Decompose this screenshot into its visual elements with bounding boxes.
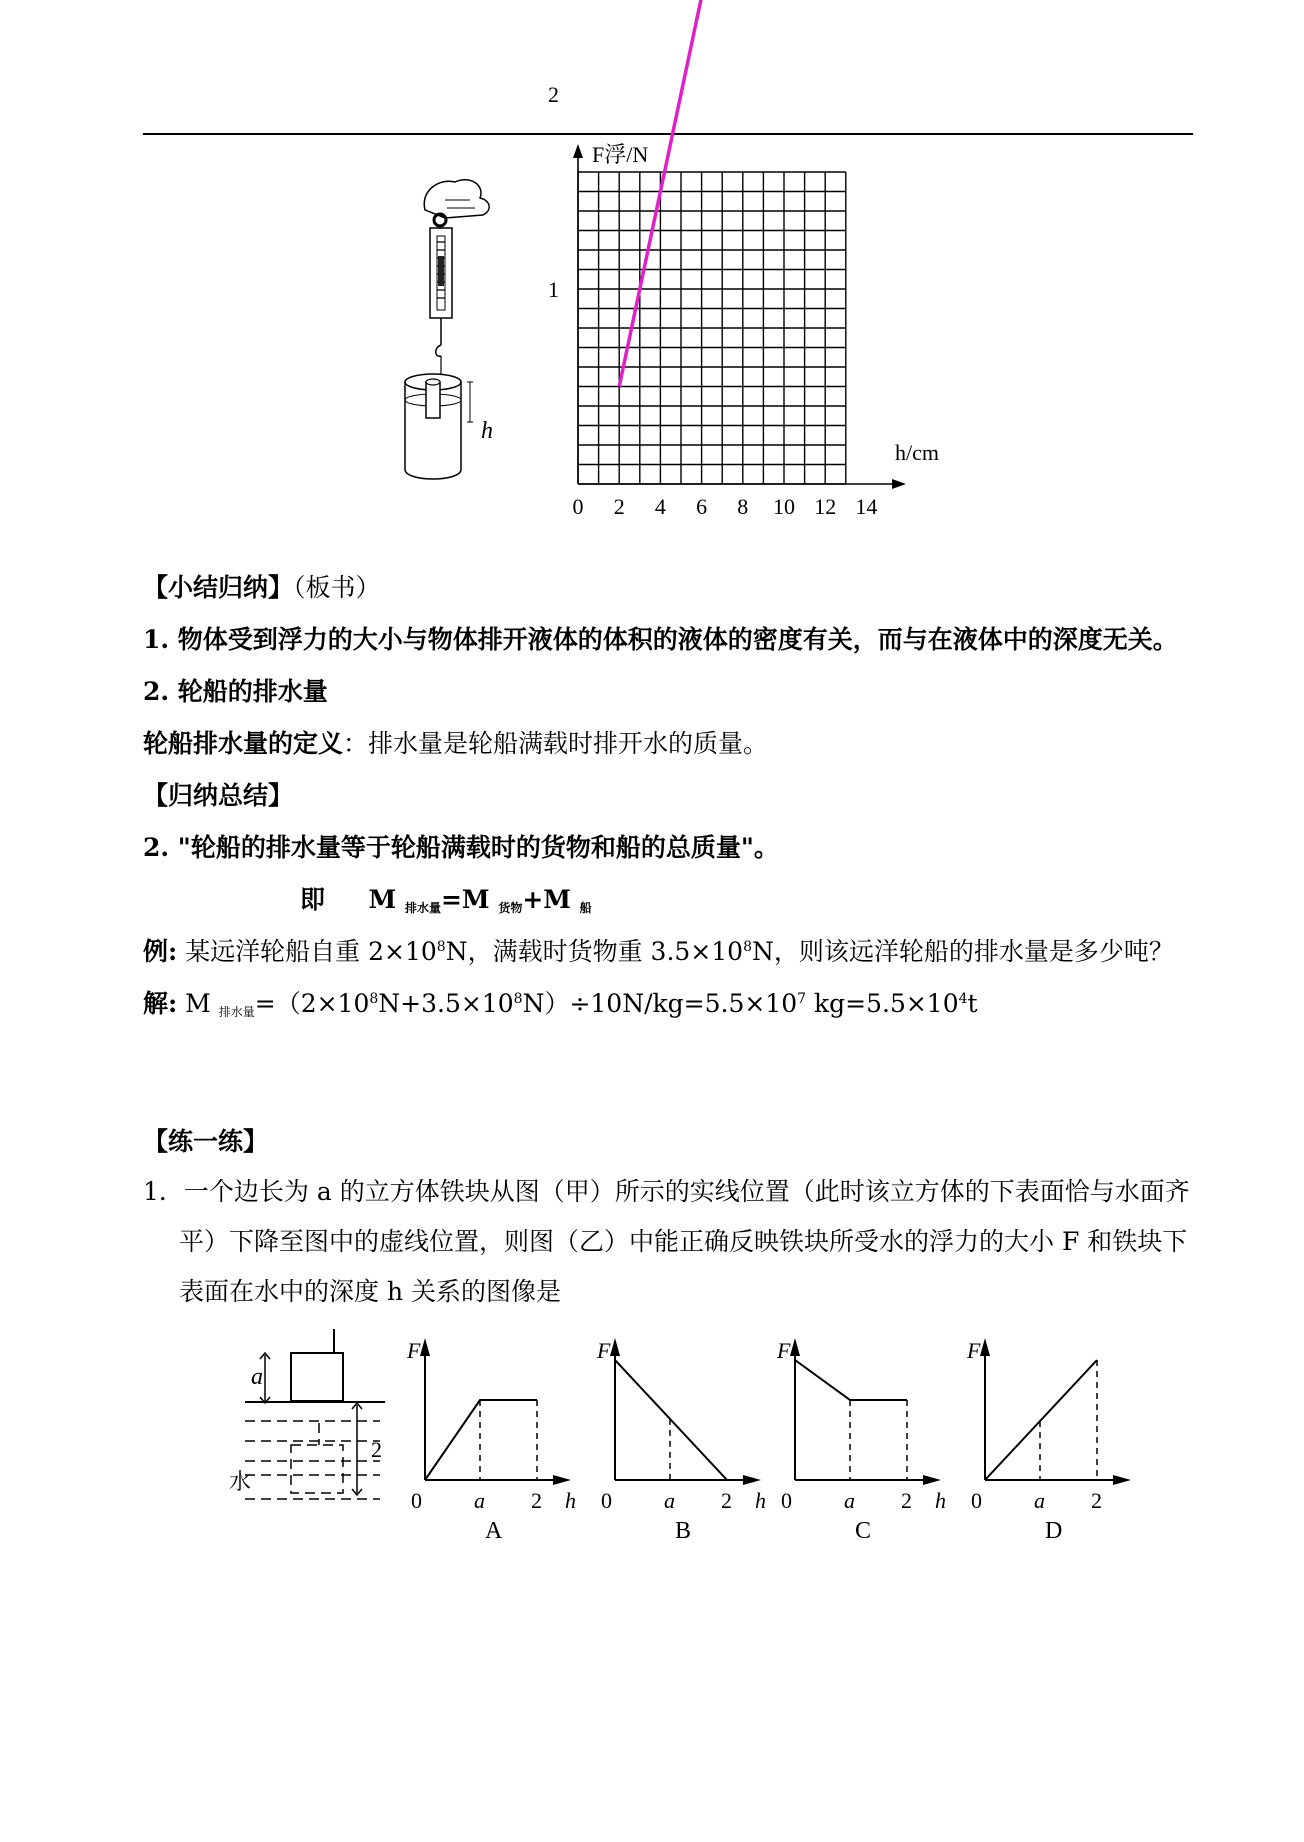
definition-label: 轮船排水量的定义: [143, 729, 344, 758]
solution-e3: 7: [797, 991, 807, 1007]
water-label: 水: [229, 1469, 252, 1494]
option-curve: [795, 1360, 907, 1400]
solution-t4: kg=5.5×10: [806, 989, 959, 1018]
hand-icon: [424, 180, 489, 218]
graph-x-tick-label: 8: [737, 494, 749, 519]
option-a-tick: a: [844, 1488, 855, 1513]
option-x-arrow: [1113, 1475, 1131, 1485]
option-origin-label: 0: [971, 1488, 982, 1513]
graph-y-tick-label: 2: [548, 82, 559, 107]
example-text-c: N，则该远洋轮船的排水量是多少吨？: [751, 937, 1174, 966]
option-x-arrow: [743, 1475, 761, 1485]
option-2-tick: 2: [901, 1488, 912, 1513]
example-line: [143, 936, 1174, 968]
formula-sub-cargo: 货物: [498, 901, 523, 915]
question-1-body: 一个边长为 a 的立方体铁块从图（甲）所示的实线位置（此时该立方体的下表面恰与水面齐平）下降至图中的虚线位置，则图（乙）中能正确反映铁块所受水的浮力的大小 F 和铁块下表面在水中的深度 h 关系的图像是: [179, 1177, 1190, 1306]
option-h-label: h: [755, 1488, 766, 1513]
option-F-label: F: [777, 1338, 791, 1363]
summary-heading-note: （板书）: [293, 573, 381, 602]
graph-x-tick-label: 4: [654, 494, 666, 519]
option-h-label: h: [565, 1488, 576, 1513]
header-rule: [143, 133, 1193, 135]
question-1: [143, 1167, 1193, 1317]
example-exp-a: 8: [436, 939, 446, 955]
option-F-label: F: [407, 1338, 421, 1363]
solution-line: [143, 988, 978, 1020]
option-a-tick: a: [1034, 1488, 1045, 1513]
option-origin-label: 0: [601, 1488, 612, 1513]
option-x-arrow: [923, 1475, 941, 1485]
formula-line: [300, 884, 592, 916]
depth-label-2: 2: [371, 1437, 382, 1462]
option-y-arrow: [610, 1338, 620, 1356]
option-2-tick: 2: [1091, 1488, 1102, 1513]
solution-t2: N+3.5×10: [378, 989, 514, 1018]
option-2-tick: 2: [721, 1488, 732, 1513]
option-origin-label: 0: [781, 1488, 792, 1513]
cube-side-label-a: a: [251, 1364, 263, 1390]
option-origin-label: 0: [411, 1488, 422, 1513]
definition-line: [143, 728, 768, 760]
option-graph-A: [406, 1338, 576, 1544]
h-label: h: [481, 418, 493, 444]
option-graph-C: [776, 1338, 946, 1544]
example-label: 例:: [143, 937, 178, 966]
graph-x-arrow: [892, 479, 906, 489]
option-graphs: [405, 1330, 1165, 1544]
formula-sub-ship: 船: [579, 901, 592, 915]
conclusion-point: 2. "轮船的排水量等于轮船满载时的货物和船的总质量"。: [143, 833, 779, 862]
graph-x-tick-label: 14: [855, 494, 878, 519]
option-graph-B: [596, 1338, 766, 1544]
formula-m1: M: [368, 885, 397, 914]
solution-sub: 排水量: [218, 1005, 255, 1019]
option-letter: D: [1045, 1518, 1063, 1544]
graph-y-axis-label: F浮/N: [592, 142, 649, 167]
summary-point-2: 2. 轮船的排水量: [143, 677, 328, 706]
option-a-tick: a: [474, 1488, 485, 1513]
option-curve: [985, 1360, 1097, 1480]
option-y-arrow: [420, 1338, 430, 1356]
formula-prefix: 即: [300, 885, 326, 914]
option-F-label: F: [597, 1338, 611, 1363]
solution-m: M: [177, 989, 219, 1018]
solution-e1: 8: [369, 991, 379, 1007]
option-letter: C: [855, 1518, 872, 1544]
option-curve: [425, 1400, 537, 1480]
example-text-a: 某远洋轮船自重 2×10: [177, 937, 437, 966]
solution-label: 解:: [143, 989, 178, 1018]
buoyancy-depth-graph: [540, 82, 960, 519]
summary-heading: 【小结归纳】: [143, 573, 294, 602]
option-2-tick: 2: [531, 1488, 542, 1513]
option-curve: [615, 1360, 727, 1480]
solution-e4: 4: [958, 991, 968, 1007]
option-x-arrow: [553, 1475, 571, 1485]
solution-e2: 8: [513, 991, 523, 1007]
graph-y-arrow: [573, 144, 583, 158]
graph-x-tick-label: 2: [613, 494, 625, 519]
solution-t1: =（2×10: [254, 989, 370, 1018]
option-y-arrow: [980, 1338, 990, 1356]
formula-eq: =M: [440, 885, 490, 914]
question-1-text: [143, 1167, 1193, 1317]
summary-heading-line: [143, 572, 381, 604]
formula-plus: +M: [522, 885, 571, 914]
option-graph-D: [966, 1338, 1131, 1544]
graph-x-tick-label: 12: [814, 494, 837, 519]
graph-x-tick-label: 10: [773, 494, 795, 519]
summary-point-1: 1. 物体受到浮力的大小与物体排开液体的体积的液体的密度有关，而与在液体中的深度无关。: [143, 625, 1178, 654]
graph-y-tick-label: 1: [548, 277, 559, 302]
option-y-arrow: [790, 1338, 800, 1356]
option-F-label: F: [967, 1338, 981, 1363]
graph-x-tick-label: 0: [572, 494, 584, 519]
example-text-b: N，满载时货物重 3.5×10: [445, 937, 744, 966]
question-1-number: 1．: [143, 1177, 184, 1206]
option-h-label: h: [935, 1488, 946, 1513]
conclusion-heading: 【归纳总结】: [143, 781, 294, 810]
formula-sub-displacement: 排水量: [404, 901, 441, 915]
option-a-tick: a: [664, 1488, 675, 1513]
cube-water-figure: [225, 1325, 395, 1525]
practice-heading: 【练一练】: [143, 1127, 269, 1156]
option-letter: B: [675, 1518, 692, 1544]
definition-text: ：排水量是轮船满载时排开水的质量。: [343, 729, 769, 758]
example-exp-b: 8: [743, 939, 752, 955]
spring-scale-apparatus: [385, 170, 525, 500]
graph-x-axis-label: h/cm: [895, 440, 939, 465]
option-letter: A: [485, 1518, 503, 1544]
solution-t5: t: [967, 989, 978, 1018]
graph-x-tick-label: 6: [696, 494, 708, 519]
solution-t3: N）÷10N/kg=5.5×10: [522, 989, 798, 1018]
